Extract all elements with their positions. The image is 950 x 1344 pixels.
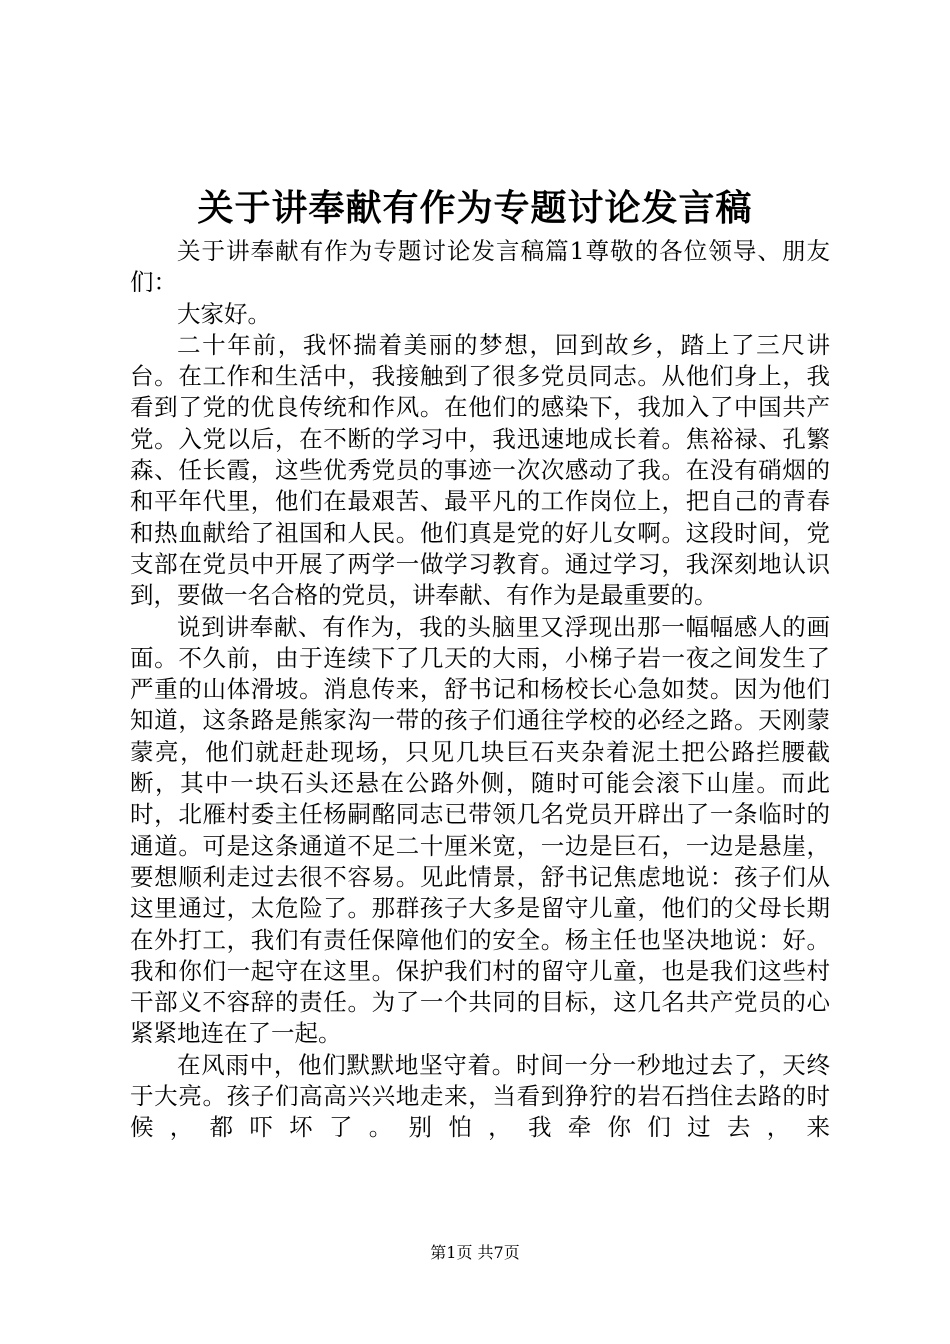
paragraph-continuation: 在风雨中，他们默默地坚守着。时间一分一秒地过去了，天终于大亮。孩子们高高兴兴地走来，当看到狰狞的岩石挡住去路的时候，都吓坏了。别怕，我牵你们过去，来: [130, 1050, 830, 1142]
document-body: [130, 236, 830, 1144]
paragraph-story: 说到讲奉献、有作为，我的头脑里又浮现出那一幅幅感人的画面。不久前，由于连续下了几天的大雨，小梯子岩一夜之间发生了严重的山体滑坡。消息传来，舒书记和杨校长心急如焚。因为他们知道，这条路是熊家沟一带的孩子们通往学校的必经之路。天刚蒙蒙亮，他们就赶赴现场，只见几块巨石夹杂着泥土把公路拦腰截断，其中一块石头还悬在公路外侧，随时可能会滚下山崖。而此时，北雁村委主任杨嗣酩同志已带领几名党员开辟出了一条临时的通道。可是这条通道不足二十厘米宽，一边是巨石，一边是悬崖，要想顺利走过去很不容易。见此情景，舒书记焦虑地说：孩子们从这里通过，太危险了。那群孩子大多是留守儿童，他们的父母长期在外打工，我们有责任保障他们的安全。杨主任也坚决地说：好。我和你们一起守在这里。保护我们村的留守儿童，也是我们这些村干部义不容辞的责任。为了一个共同的目标，这几名共产党员的心紧紧地连在了一起。: [130, 612, 830, 1048]
paragraph-background: 二十年前，我怀揣着美丽的梦想，回到故乡，踏上了三尺讲台。在工作和生活中，我接触到了很多党员同志。从他们身上，我看到了党的优良传统和作风。在他们的感染下，我加入了中国共产党。入党以后，在不断的学习中，我迅速地成长着。焦裕禄、孔繁森、任长霞，这些优秀党员的事迹一次次感动了我。在没有硝烟的和平年代里，他们在最艰苦、最平凡的工作岗位上，把自己的青春和热血献给了祖国和人民。他们真是党的好儿女啊。这段时间，党支部在党员中开展了两学一做学习教育。通过学习，我深刻地认识到，要做一名合格的党员，讲奉献、有作为是最重要的。: [130, 330, 830, 610]
paragraph-greeting: 大家好。: [177, 299, 271, 328]
paragraph-intro: 关于讲奉献有作为专题讨论发言稿篇1尊敬的各位领导、朋友们：: [130, 237, 830, 297]
page-footer: 第1页 共7页: [430, 1243, 520, 1262]
document-title: 关于讲奉献有作为专题讨论发言稿: [197, 188, 753, 229]
